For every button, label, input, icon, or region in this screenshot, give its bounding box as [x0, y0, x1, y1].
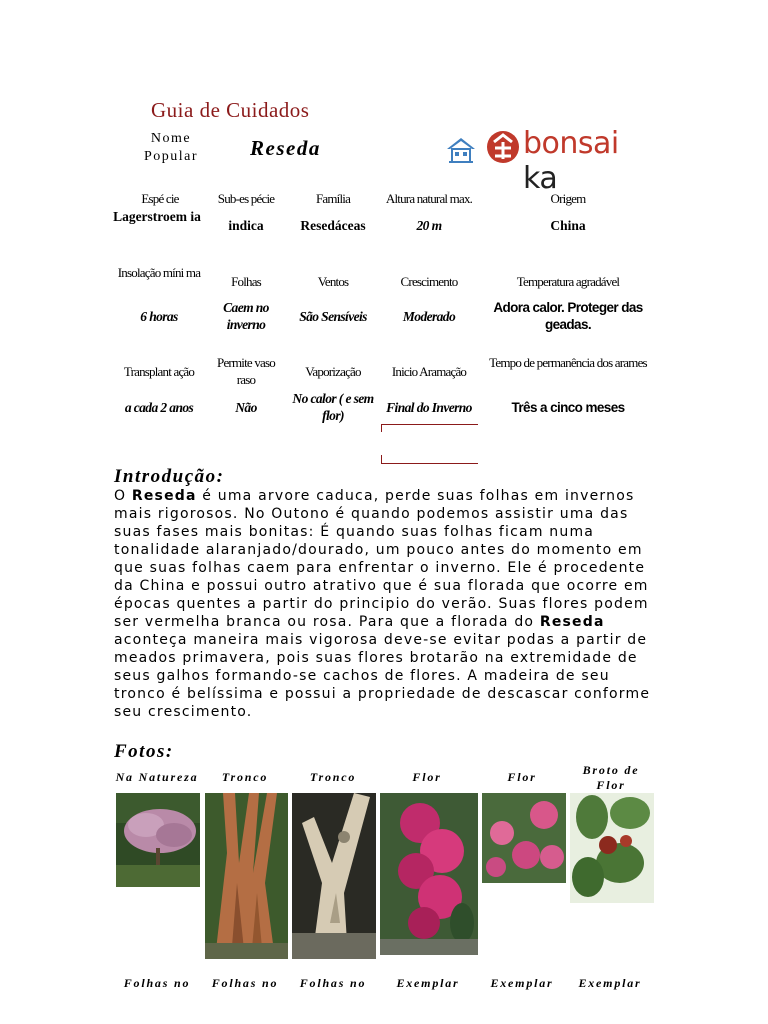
- value-familia: Resedáceas: [300, 218, 366, 233]
- label-crescimento: Crescimento: [400, 274, 458, 289]
- value-insolacao: 6 horas: [140, 309, 178, 324]
- intro-plant-name: Reseda: [131, 488, 197, 504]
- photo-bottom-label: Exemplar: [490, 976, 554, 990]
- logo-ka: ka: [523, 161, 558, 196]
- label-folhas: Folhas: [231, 274, 261, 289]
- value-aramacao: Final do Inverno: [386, 400, 472, 415]
- popular-name-label: Nome Popular: [143, 131, 199, 164]
- photo-bottom-label: Exemplar: [396, 976, 460, 990]
- photo-label-flor: Flor: [507, 770, 537, 784]
- label-vaporizacao: Vaporização: [305, 364, 361, 379]
- value-transplantacao: a cada 2 anos: [124, 400, 194, 415]
- label-subespecie: Sub-es pécie: [217, 191, 275, 206]
- value-tempo-arames: Três a cinco meses: [511, 400, 625, 415]
- house-icon: [445, 136, 477, 164]
- photo-bottom-label: Folhas no: [299, 976, 367, 990]
- label-vaso-raso: Permite vaso raso: [217, 355, 275, 387]
- popular-name: Reseda: [250, 136, 321, 160]
- photo-tronco-2: [292, 793, 376, 959]
- label-familia: Família: [315, 191, 351, 206]
- photo-flor-1: [380, 793, 478, 955]
- logo-bonsai: bonsai: [523, 126, 619, 161]
- label-origem: Origem: [550, 191, 586, 206]
- photo-label-tronco: Tronco: [221, 770, 269, 784]
- value-especie: Lagerstroem ia: [113, 209, 201, 224]
- photo-bottom-label: Folhas no: [123, 976, 191, 990]
- intro-text: [114, 487, 659, 721]
- kanji-emblem-icon: [485, 128, 521, 166]
- intro-plant-name: Reseda: [539, 614, 605, 630]
- photo-label-broto: Broto de Flor: [582, 763, 640, 792]
- photo-label-tronco: Tronco: [309, 770, 357, 784]
- label-temperatura: Temperatura agradável: [516, 274, 620, 289]
- value-subespecie: indica: [228, 218, 264, 233]
- label-transplantacao: Transplant ação: [123, 364, 195, 379]
- photo-tronco-1: [205, 793, 288, 959]
- value-vaso-raso: Não: [235, 400, 257, 415]
- value-altura: 20 m: [416, 218, 442, 233]
- decorative-line: [381, 463, 478, 464]
- value-ventos: São Sensíveis: [299, 309, 367, 324]
- photo-bottom-label: Folhas no: [211, 976, 279, 990]
- decorative-line-tick: [381, 455, 382, 463]
- value-folhas: Caem no inverno: [223, 300, 269, 332]
- value-vaporizacao: No calor ( e sem flor): [292, 391, 374, 423]
- photo-bottom-label: Exemplar: [578, 976, 642, 990]
- photo-label-natureza: Na Natureza: [115, 770, 199, 784]
- value-temperatura: Adora calor. Proteger das geadas.: [493, 300, 643, 332]
- intro-text-part: aconteça maneira mais vigorosa deve-se evitar podas a partir de meados primavera, pois suas flores brotarão na extremidade de seus galhos formando-se cachos de flores. A madeira de seu tronco é belíssima e possui a propriedade de descascar conforme seu crescimento.: [114, 632, 651, 720]
- photo-na-natureza: [116, 793, 200, 887]
- intro-heading: Introdução:: [114, 466, 225, 487]
- page-title: Guia de Cuidados: [151, 98, 310, 122]
- photo-flor-2: [482, 793, 566, 883]
- photo-label-flor: Flor: [412, 770, 442, 784]
- value-crescimento: Moderado: [402, 309, 456, 324]
- logo-text: [523, 126, 660, 196]
- decorative-line: [381, 424, 478, 425]
- label-tempo-arames: Tempo de permanência dos arames: [489, 355, 647, 370]
- label-insolacao: Insolação míni ma: [117, 265, 201, 280]
- bonsai-ka-logo: [445, 124, 660, 196]
- intro-text-part: é uma arvore caduca, perde suas folhas em invernos mais rigorosos. No Outono é quando podemos assistir uma das suas fases mais bonitas: É quando suas folhas ficam numa tonalidade alaranjado/dourado, um pouco antes do momento em que suas folhas caem para enfrentar o inverno. Ele é procedente da China e possui outro atrativo que é sua florada que ocorre em épocas quentes a partir do principio do verão. Suas flores podem ser vermelha branca ou rosa. Para que a florada do: [114, 488, 649, 630]
- label-altura: Altura natural max.: [385, 191, 473, 206]
- label-especie: Espé cie: [141, 191, 179, 206]
- label-aramacao: Inicio Aramação: [391, 364, 467, 379]
- photo-broto-de-flor: [570, 793, 654, 903]
- decorative-line-tick: [381, 424, 382, 432]
- photos-heading: Fotos:: [114, 741, 174, 762]
- intro-text-part: O: [114, 488, 132, 504]
- label-ventos: Ventos: [317, 274, 349, 289]
- value-origem: China: [550, 218, 586, 233]
